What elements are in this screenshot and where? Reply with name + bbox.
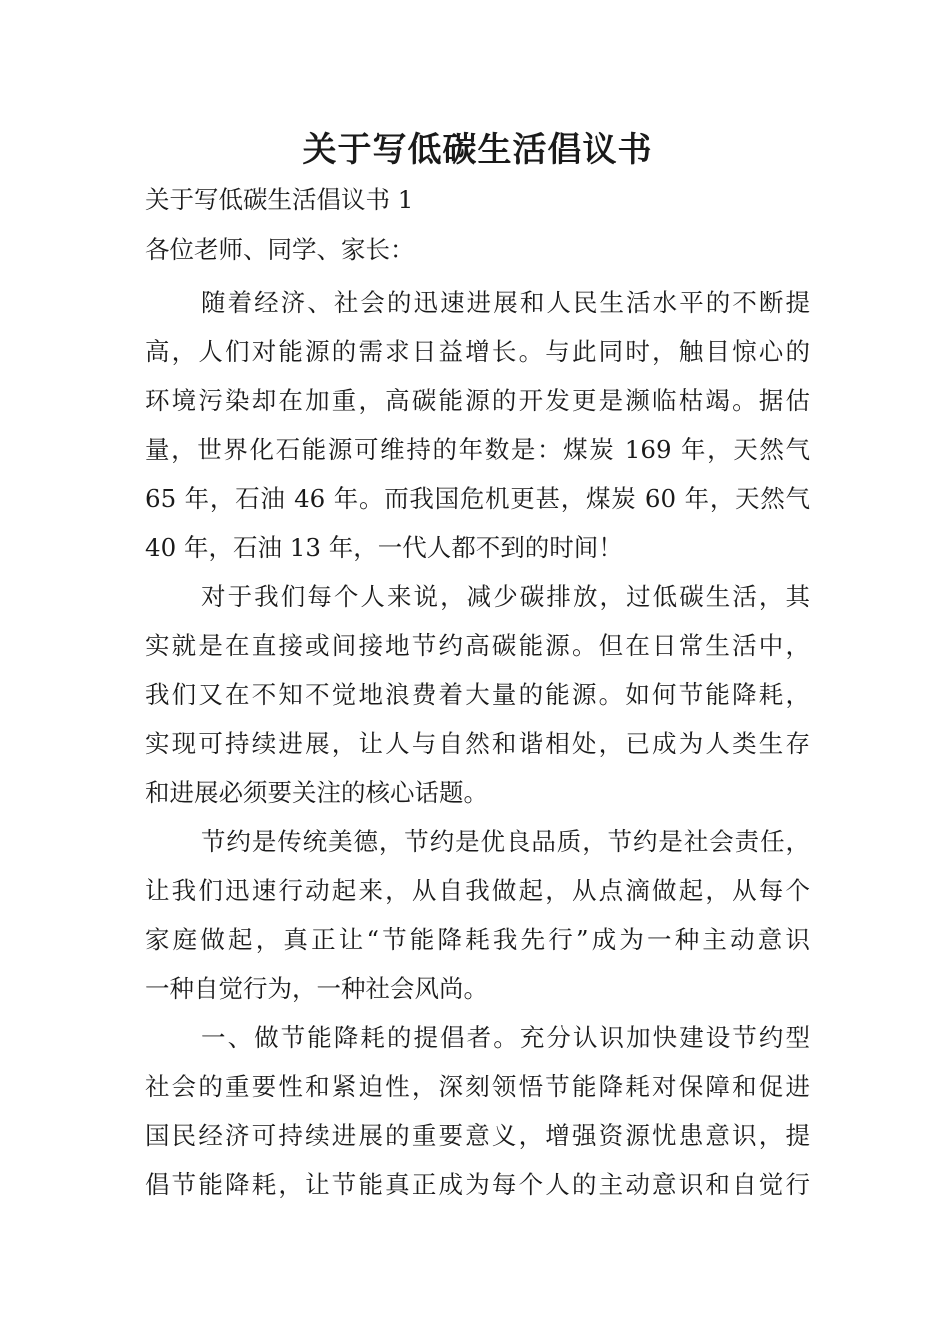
paragraph-line: 65 年，石油 46 年。而我国危机更甚，煤炭 60 年，天然气 (145, 484, 810, 513)
paragraph-1 (145, 278, 810, 572)
paragraph-line: 一种自觉行为，一种社会风尚。 (145, 974, 488, 1003)
paragraph-line: 量，世界化石能源可维持的年数是：煤炭 169 年，天然气 (145, 435, 810, 464)
paragraph-line: 40 年，石油 13 年，一代人都不到的时间！ (145, 533, 623, 562)
paragraph-line: 我们又在不知不觉地浪费着大量的能源。如何节能降耗， (145, 680, 810, 709)
paragraph-line: 对于我们每个人来说，减少碳排放，过低碳生活，其 (201, 582, 810, 611)
paragraph-line: 一、做节能降耗的提倡者。充分认识加快建设节约型 (201, 1023, 810, 1052)
paragraph-line: 家庭做起，真正让“节能降耗我先行”成为一种主动意识 (145, 925, 810, 954)
paragraph-2 (145, 572, 810, 817)
paragraph-line: 社会的重要性和紧迫性，深刻领悟节能降耗对保障和促进 (145, 1072, 810, 1101)
document-page (145, 0, 810, 1344)
paragraph-3 (145, 817, 810, 1013)
paragraph-line: 实就是在直接或间接地节约高碳能源。但在日常生活中， (145, 631, 810, 660)
document-title: 关于写低碳生活倡议书 (302, 130, 653, 170)
paragraph-line: 随着经济、社会的迅速进展和人民生活水平的不断提 (201, 288, 810, 317)
paragraph-line: 和进展必须要关注的核心话题。 (145, 778, 488, 807)
paragraph-4 (145, 1013, 810, 1209)
salutation: 各位老师、同学、家长： (145, 235, 415, 264)
document-subtitle: 关于写低碳生活倡议书 1 (145, 185, 414, 214)
paragraph-line: 环境污染却在加重，高碳能源的开发更是濒临枯竭。据估 (145, 386, 810, 415)
paragraph-line: 国民经济可持续进展的重要意义，增强资源忧患意识，提 (145, 1121, 810, 1150)
document-body (145, 278, 810, 1209)
paragraph-line: 倡节能降耗，让节能真正成为每个人的主动意识和自觉行 (145, 1170, 810, 1199)
paragraph-line: 让我们迅速行动起来，从自我做起，从点滴做起，从每个 (145, 876, 810, 905)
paragraph-line: 实现可持续进展，让人与自然和谐相处，已成为人类生存 (145, 729, 810, 758)
paragraph-line: 高，人们对能源的需求日益增长。与此同时，触目惊心的 (145, 337, 810, 366)
paragraph-line: 节约是传统美德，节约是优良品质，节约是社会责任， (201, 827, 810, 856)
